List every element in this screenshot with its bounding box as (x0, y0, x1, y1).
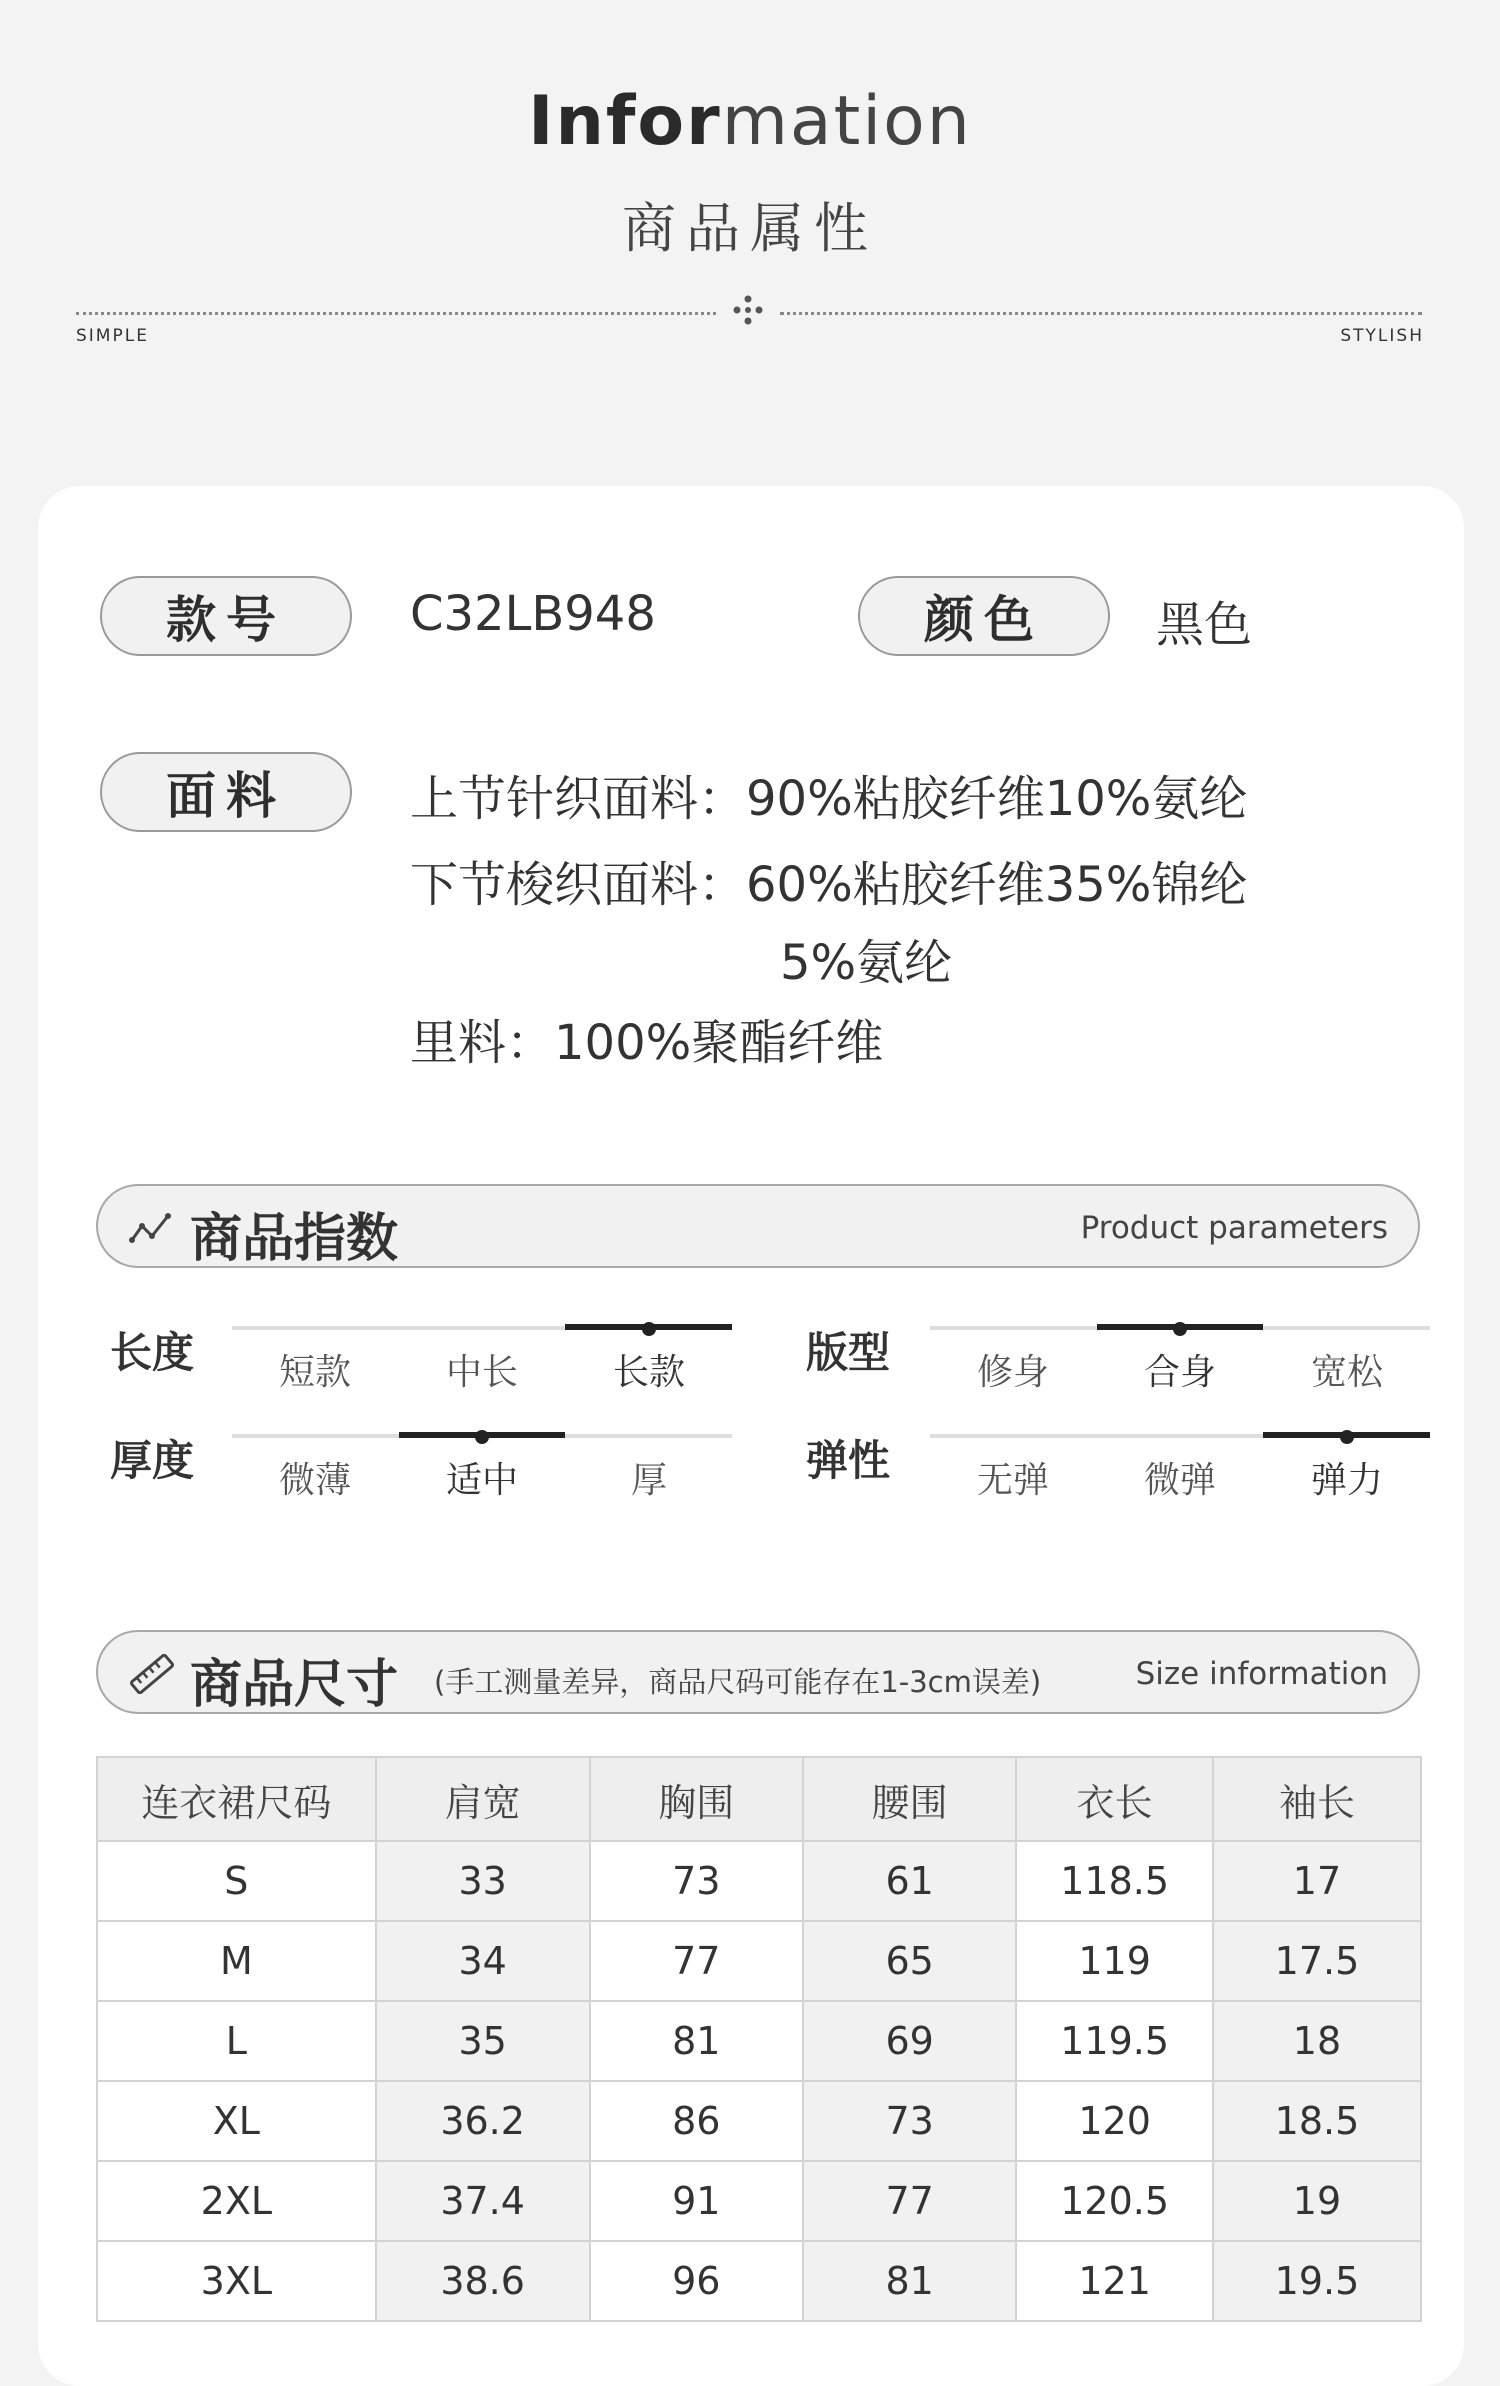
measurement-cell: 19.5 (1213, 2241, 1421, 2321)
size-cell: XL (97, 2081, 376, 2161)
dotted-divider-right (780, 312, 1422, 315)
measurement-cell: 96 (590, 2241, 803, 2321)
size-table-header (97, 1757, 1421, 1841)
column-header: 腰围 (803, 1757, 1016, 1841)
ruler-icon (128, 1654, 176, 1694)
trend-line-icon (128, 1208, 176, 1248)
measurement-cell: 19 (1213, 2161, 1421, 2241)
fit-option-slim: 修身 (976, 1352, 1049, 1393)
size-table-body (97, 1841, 1421, 2321)
measurement-note: (手工测量差异，商品尺码可能存在1-3cm误差) (434, 1665, 1042, 1699)
measurement-cell: 69 (803, 2001, 1016, 2081)
length-option-short: 短款 (278, 1352, 351, 1393)
table-row (97, 2081, 1421, 2161)
size-info-banner (96, 1630, 1420, 1714)
measurement-cell: 17 (1213, 1841, 1421, 1921)
simple-tag: SIMPLE (76, 326, 149, 346)
style-number-value: C32LB948 (410, 586, 656, 642)
measurement-cell: 65 (803, 1921, 1016, 2001)
measurement-cell: 17.5 (1213, 1921, 1421, 2001)
thickness-option-medium: 适中 (445, 1460, 518, 1501)
measurement-cell: 36.2 (376, 2081, 590, 2161)
column-header: 肩宽 (376, 1757, 590, 1841)
table-row (97, 1921, 1421, 2001)
size-cell: L (97, 2001, 376, 2081)
color-label: 颜色 (858, 576, 1110, 656)
measurement-cell: 73 (803, 2081, 1016, 2161)
column-header: 连衣裙尺码 (97, 1757, 376, 1841)
product-index-title: 商品指数 (190, 1209, 399, 1269)
fabric-line-upper: 上节针织面料：90%粘胶纤维10%氨纶 (410, 771, 1248, 827)
measurement-cell: 77 (803, 2161, 1016, 2241)
measurement-cell: 18 (1213, 2001, 1421, 2081)
information-title (0, 82, 1500, 161)
fabric-line-lower-cont: 5%氨纶 (780, 935, 953, 991)
thickness-option-thick: 厚 (630, 1460, 667, 1501)
measurement-cell: 91 (590, 2161, 803, 2241)
fit-selected-dot (1173, 1322, 1187, 1336)
size-table (96, 1756, 1422, 2322)
elasticity-option-slight: 微弹 (1143, 1460, 1216, 1501)
fit-scale (930, 1326, 1430, 1393)
table-row (97, 2161, 1421, 2241)
measurement-cell: 86 (590, 2081, 803, 2161)
elasticity-option-stretch: 弹力 (1310, 1460, 1383, 1501)
measurement-cell: 77 (590, 1921, 803, 2001)
length-option-mid: 中长 (445, 1352, 518, 1393)
size-cell: S (97, 1841, 376, 1921)
product-parameters-en: Product parameters (1080, 1210, 1388, 1246)
measurement-cell: 120.5 (1016, 2161, 1213, 2241)
measurement-cell: 119 (1016, 1921, 1213, 2001)
elasticity-selected-dot (1340, 1430, 1354, 1444)
fabric-line-lower: 下节梭织面料：60%粘胶纤维35%锦纶 (410, 857, 1248, 913)
table-row (97, 2001, 1421, 2081)
table-row (97, 2241, 1421, 2321)
length-scale (232, 1326, 732, 1393)
measurement-cell: 35 (376, 2001, 590, 2081)
measurement-cell: 33 (376, 1841, 590, 1921)
measurement-cell: 81 (590, 2001, 803, 2081)
product-index-banner (96, 1184, 1420, 1268)
measurement-cell: 18.5 (1213, 2081, 1421, 2161)
column-header: 袖长 (1213, 1757, 1421, 1841)
title-bold-part: Infor (528, 82, 722, 161)
elasticity-option-none: 无弹 (976, 1460, 1049, 1501)
measurement-cell: 37.4 (376, 2161, 590, 2241)
size-cell: M (97, 1921, 376, 2001)
length-label: 长度 (110, 1328, 195, 1377)
column-header: 衣长 (1016, 1757, 1213, 1841)
measurement-cell: 73 (590, 1841, 803, 1921)
fit-label: 版型 (806, 1328, 891, 1377)
thickness-scale (232, 1434, 732, 1501)
fit-option-loose: 宽松 (1310, 1352, 1383, 1393)
elasticity-scale (930, 1434, 1430, 1501)
dotted-divider-left (76, 312, 716, 315)
color-value: 黑色 (1156, 597, 1253, 653)
measurement-cell: 34 (376, 1921, 590, 2001)
size-information-en: Size information (1135, 1656, 1388, 1692)
measurement-cell: 121 (1016, 2241, 1213, 2321)
column-header: 胸围 (590, 1757, 803, 1841)
measurement-cell: 81 (803, 2241, 1016, 2321)
length-selected-dot (642, 1322, 656, 1336)
measurement-cell: 119.5 (1016, 2001, 1213, 2081)
fabric-line-lining: 里料：100%聚酯纤维 (410, 1015, 884, 1071)
size-cell: 3XL (97, 2241, 376, 2321)
cross-ornament-icon (732, 294, 764, 326)
size-info-title: 商品尺寸 (190, 1655, 399, 1715)
thickness-option-thin: 微薄 (278, 1460, 351, 1501)
measurement-cell: 118.5 (1016, 1841, 1213, 1921)
style-number-label: 款号 (100, 576, 352, 656)
measurement-cell: 61 (803, 1841, 1016, 1921)
table-row (97, 1841, 1421, 1921)
stylish-tag: STYLISH (1340, 326, 1424, 346)
title-light-part: mation (721, 82, 972, 161)
product-attributes-heading: 商品属性 (622, 197, 878, 260)
fabric-label: 面料 (100, 752, 352, 832)
thickness-selected-dot (475, 1430, 489, 1444)
measurement-cell: 38.6 (376, 2241, 590, 2321)
elasticity-label: 弹性 (806, 1436, 891, 1485)
fit-option-regular: 合身 (1143, 1352, 1216, 1393)
thickness-label: 厚度 (110, 1436, 195, 1485)
measurement-cell: 120 (1016, 2081, 1213, 2161)
size-cell: 2XL (97, 2161, 376, 2241)
length-option-long: 长款 (612, 1352, 685, 1393)
